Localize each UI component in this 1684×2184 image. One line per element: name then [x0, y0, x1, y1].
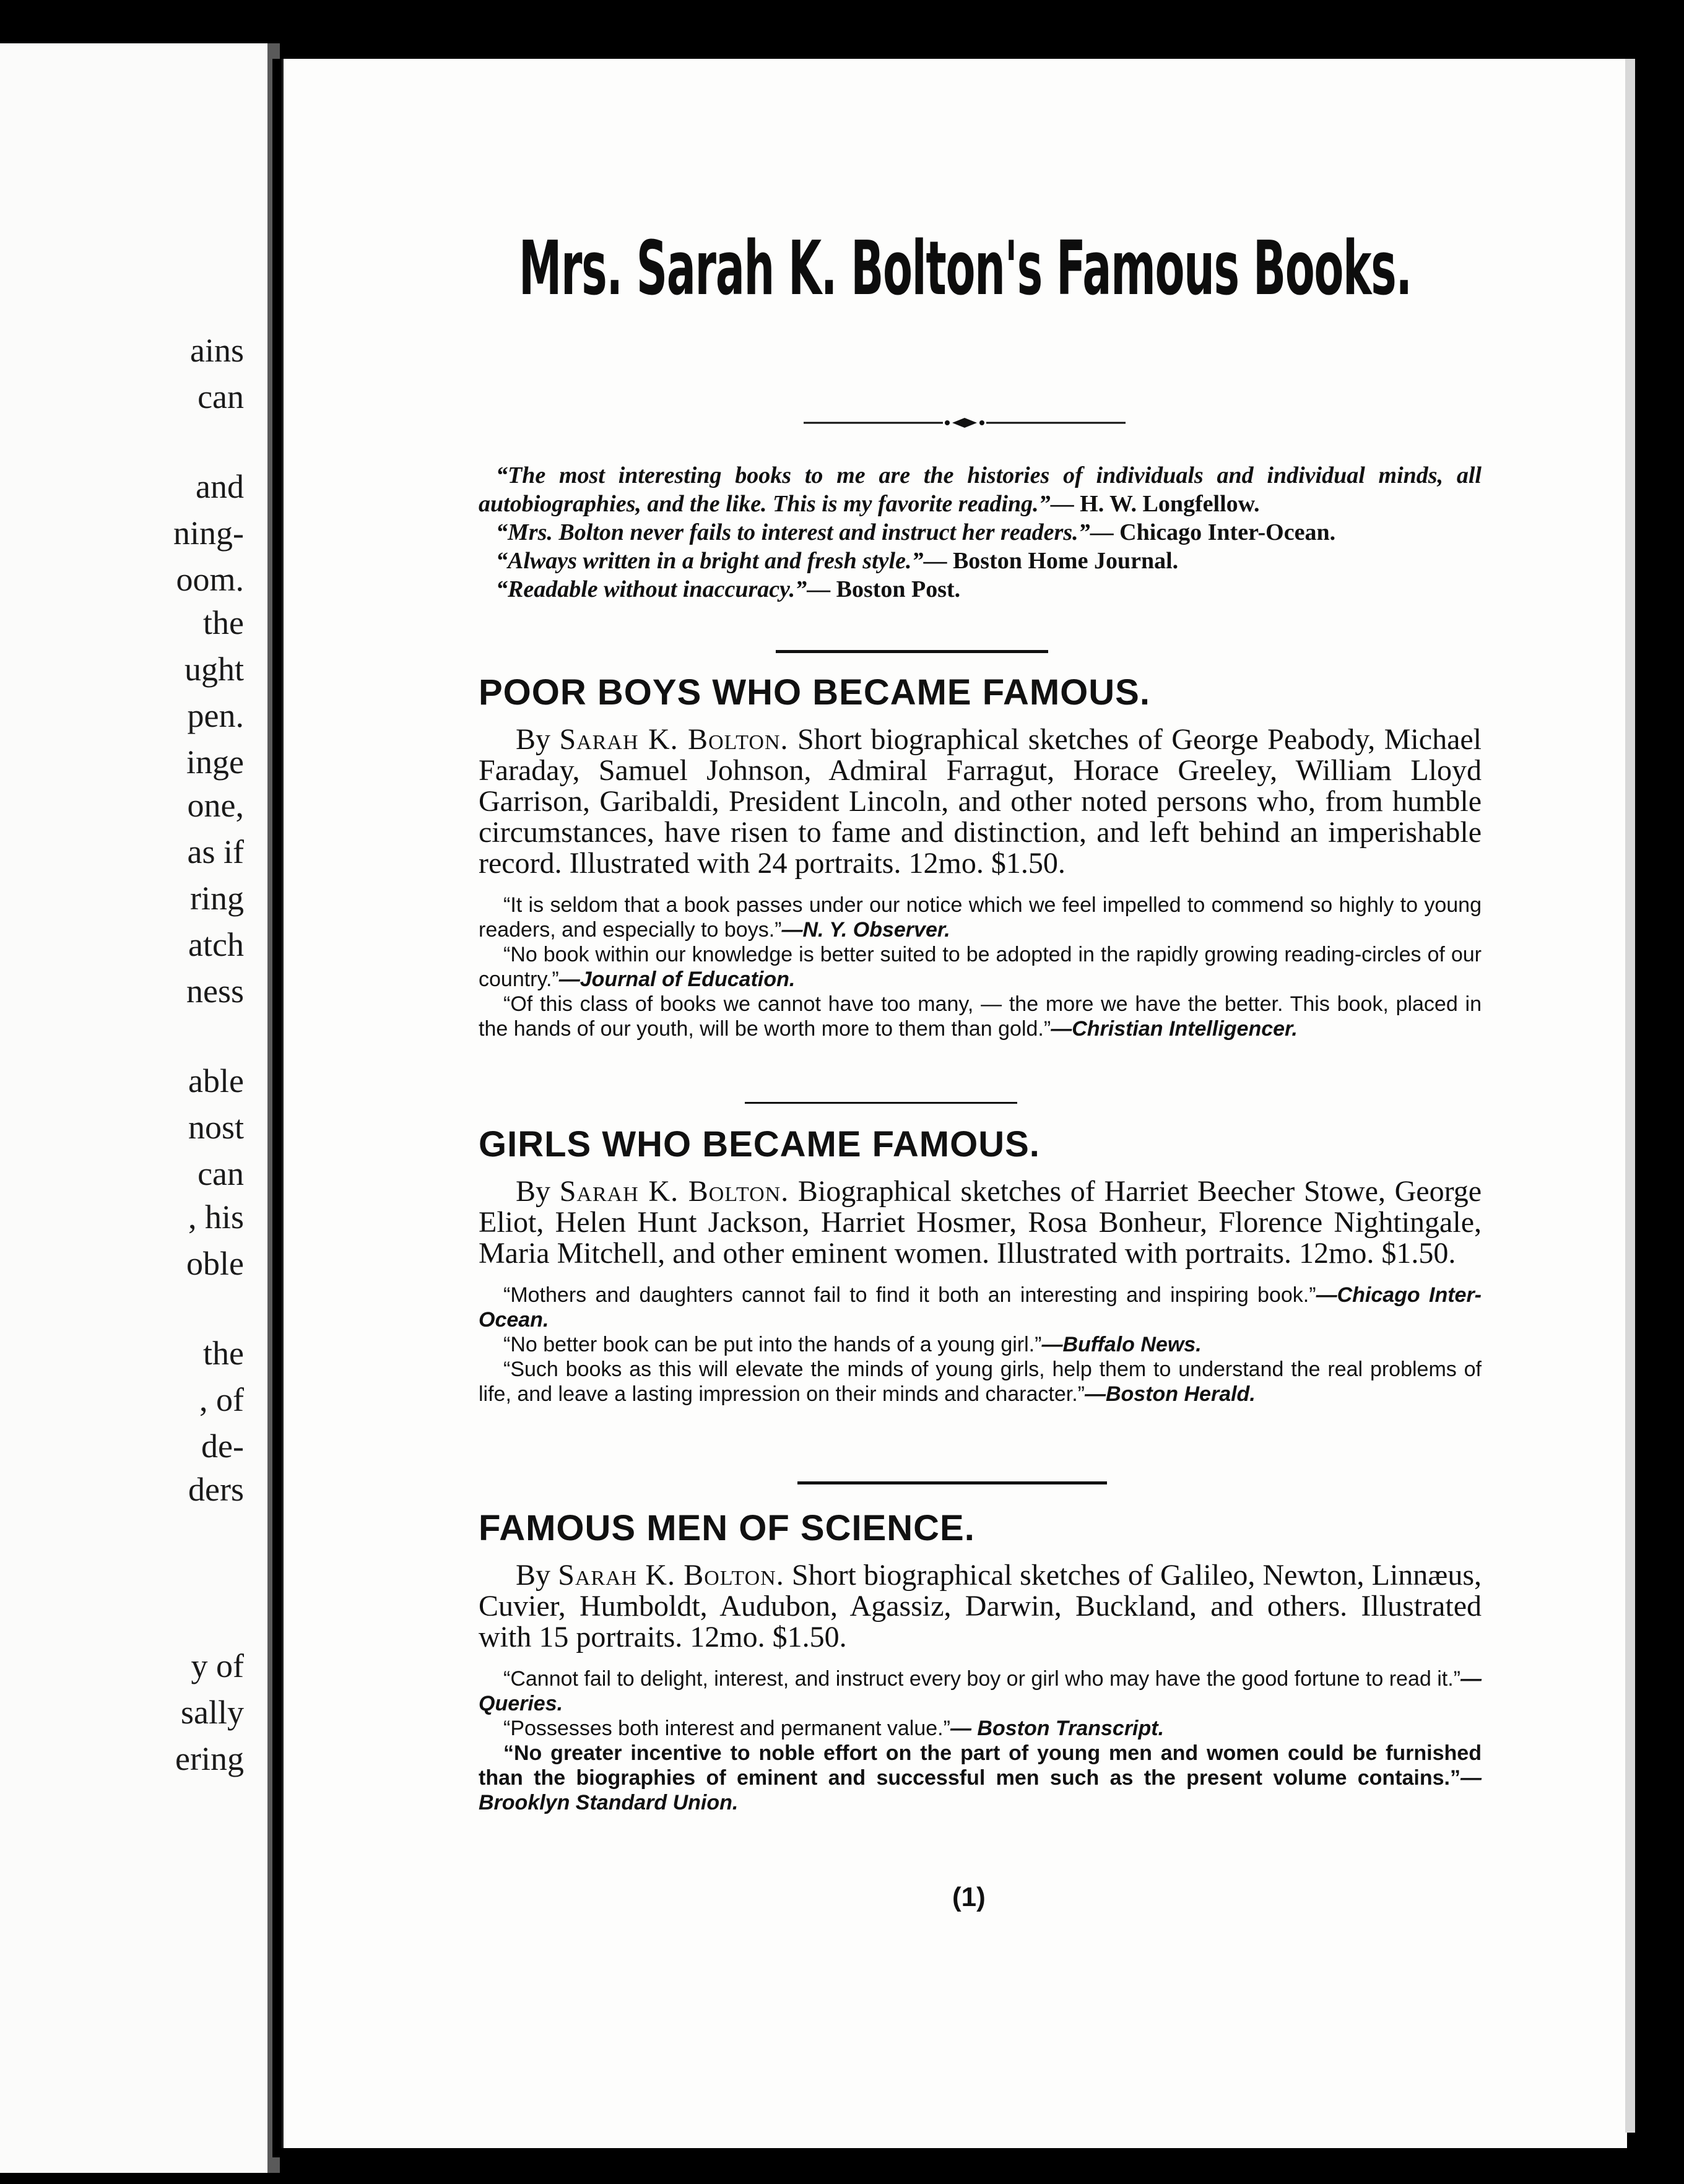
- facing-page-text: pen.: [187, 697, 244, 734]
- facing-page: [0, 43, 267, 2173]
- review-source: —Buffalo News.: [1041, 1333, 1202, 1356]
- description-text: Short biographical sketches of George Peabody, Michael Faraday, Samuel Johnson, Admiral Farragut, Horace Greeley, William Lloyd Garrison, Garibaldi, President Lincoln, and other noted persons who, from humble circumstances, have risen to fame and distinction, and left behind an imperishable record. Illustrated with 24 portraits. 12mo. $1.50.: [479, 723, 1482, 880]
- facing-page-text: y of: [191, 1647, 244, 1684]
- facing-page-text: inge: [186, 743, 244, 781]
- review-quote: “Mothers and daughters cannot fail to find it both an interesting and inspiring book.”: [503, 1283, 1316, 1307]
- review-quote: “No book within our knowledge is better suited to be adopted in the rapidly growing reading-circles of our country.”: [479, 943, 1482, 991]
- epigraph-quote: “Always written in a bright and fresh style.”: [496, 548, 924, 574]
- facing-page-text: ught: [184, 651, 244, 688]
- facing-page-text: the: [203, 604, 244, 641]
- epigraph: [479, 575, 1482, 604]
- epigraph-quote: “Readable without inaccuracy.”: [496, 576, 807, 602]
- review: [479, 1332, 1482, 1357]
- facing-page-text: de-: [201, 1428, 244, 1465]
- facing-page-text: and: [196, 468, 244, 505]
- page-edge: [1625, 59, 1635, 2133]
- epigraph-source: — Chicago Inter-Ocean.: [1090, 519, 1336, 545]
- facing-page-text: ning-: [173, 514, 244, 552]
- title-ornament: [804, 417, 1126, 429]
- review-quote: “Cannot fail to delight, interest, and instruct every boy or girl who may have the good fortune to read it.”: [503, 1667, 1460, 1691]
- description-text: Short biographical sketches of Galileo, Newton, Linnæus, Cuvier, Humboldt, Audubon, Agassiz, Darwin, Buckland, and others. Illustrated with 15 portraits. 12mo. $1.50.: [479, 1559, 1482, 1653]
- review: [479, 942, 1482, 992]
- epigraph: [479, 547, 1482, 575]
- review-source: —Christian Intelligencer.: [1051, 1017, 1298, 1041]
- review: [479, 1666, 1482, 1716]
- review-quote: “Possesses both interest and permanent value.”: [503, 1717, 950, 1740]
- book-entry: [479, 672, 1482, 1041]
- facing-page-text: sally: [181, 1694, 244, 1731]
- facing-page-text: ders: [188, 1471, 244, 1508]
- facing-page-text: atch: [188, 926, 244, 963]
- epigraph-quote: “The most interesting books to me are the histories of individuals and individual minds, all autobiographies, and the like. This is my favorite reading.”: [479, 462, 1482, 517]
- byline-author: Sarah K. Bolton.: [559, 723, 789, 756]
- section-divider: [745, 1102, 1017, 1104]
- review-source: —Journal of Education.: [558, 968, 796, 991]
- review: [479, 893, 1482, 942]
- byline-by: By: [516, 1559, 551, 1592]
- page-title: Mrs. Sarah K. Bolton's Famous Books.: [519, 226, 1412, 312]
- review: [479, 1741, 1482, 1815]
- review-quote: “Such books as this will elevate the minds of young girls, help them to understand the real problems of life, and leave a lasting impression on their minds and character.”: [479, 1358, 1482, 1406]
- facing-page-text: oble: [186, 1245, 244, 1282]
- epigraph-source: — H. W. Longfellow.: [1050, 491, 1260, 517]
- book-heading: FAMOUS MEN OF SCIENCE.: [479, 1508, 975, 1548]
- review-source: —Chicago Inter-Ocean.: [479, 1283, 1482, 1332]
- facing-page-text: ness: [186, 973, 244, 1010]
- epigraph: [479, 461, 1482, 518]
- byline-by: By: [516, 723, 551, 756]
- facing-page-text: , his: [188, 1198, 244, 1236]
- book-description: [479, 1176, 1482, 1269]
- review-quote: “It is seldom that a book passes under our notice which we feel impelled to commend so highly to young readers, and especially to boys.”: [479, 893, 1482, 942]
- facing-page-text: can: [197, 378, 244, 415]
- facing-page-text: ains: [190, 332, 244, 369]
- facing-page-text: the: [203, 1335, 244, 1372]
- review-quote: “No greater incentive to noble effort on the part of young men and women could be furnished than the biographies of eminent and successful men such as the present volume contains.”: [479, 1741, 1482, 1790]
- epigraph-source: — Boston Home Journal.: [923, 548, 1179, 574]
- review-source: —N. Y. Observer.: [781, 918, 950, 942]
- review-quote: “No better book can be put into the hands of a young girl.”: [503, 1333, 1042, 1356]
- reviews: [479, 1283, 1482, 1406]
- page-edge: [272, 59, 282, 2157]
- book-heading: GIRLS WHO BECAME FAMOUS.: [479, 1124, 1040, 1164]
- review-source: —Queries.: [479, 1667, 1482, 1715]
- review-quote: “Of this class of books we cannot have too many, — the more we have the better. This book, placed in the hands of our youth, will be worth more to them than gold.”: [479, 992, 1482, 1041]
- main-page: [282, 59, 1627, 2148]
- facing-page-text: as if: [187, 833, 244, 870]
- book-entry: [479, 1507, 1482, 1815]
- book-heading: POOR BOYS WHO BECAME FAMOUS.: [479, 672, 1150, 713]
- facing-page-text: ering: [175, 1740, 244, 1777]
- review: [479, 992, 1482, 1041]
- review-source: — Boston Transcript.: [950, 1717, 1165, 1740]
- facing-page-text: one,: [187, 787, 244, 824]
- reviews: [479, 1666, 1482, 1815]
- review-source: —Brooklyn Standard Union.: [479, 1766, 1482, 1814]
- section-divider: [776, 650, 1048, 653]
- facing-page-text: oom.: [176, 561, 244, 598]
- reviews: [479, 893, 1482, 1041]
- epigraphs: [479, 461, 1482, 604]
- section-divider: [797, 1481, 1107, 1484]
- epigraph: [479, 518, 1482, 547]
- review: [479, 1716, 1482, 1741]
- book-description: [479, 1560, 1482, 1653]
- facing-page-text: can: [197, 1155, 244, 1192]
- facing-page-text: , of: [199, 1381, 244, 1418]
- byline-author: Sarah K. Bolton.: [558, 1559, 784, 1592]
- epigraph-quote: “Mrs. Bolton never fails to interest and instruct her readers.”: [496, 519, 1090, 545]
- description-text: Biographical sketches of Harriet Beecher Stowe, George Eliot, Helen Hunt Jackson, Harriet Hosmer, Rosa Bonheur, Florence Nightingale, Maria Mitchell, and other eminent women. Illustrated with portraits. 12mo. $1.50.: [479, 1175, 1482, 1270]
- book-entry: [479, 1124, 1482, 1406]
- epigraph-source: — Boston Post.: [807, 576, 961, 602]
- review-source: —Boston Herald.: [1084, 1382, 1256, 1406]
- review: [479, 1283, 1482, 1332]
- page-number: (1): [952, 1882, 986, 1912]
- facing-page-text: nost: [188, 1109, 244, 1146]
- byline-author: Sarah K. Bolton.: [559, 1175, 789, 1208]
- review: [479, 1357, 1482, 1406]
- facing-page-text: ring: [190, 880, 244, 917]
- facing-page-text: able: [188, 1062, 244, 1099]
- book-description: [479, 724, 1482, 879]
- byline-by: By: [516, 1175, 551, 1208]
